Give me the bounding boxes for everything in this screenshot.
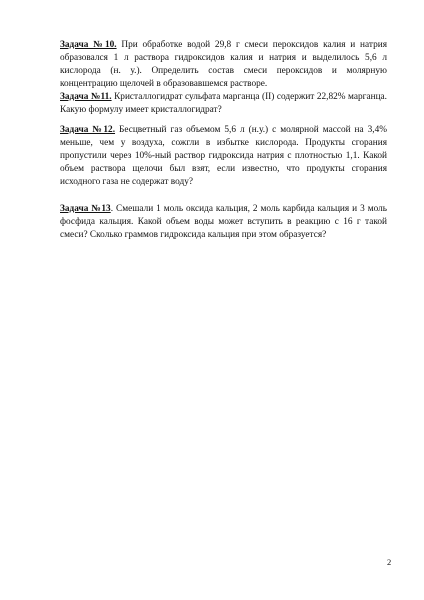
page-number: 2 [387, 557, 392, 567]
problem-12-label: Задача №12. [60, 125, 116, 135]
problem-10 [60, 39, 387, 91]
problem-11-label: Задача №11. [60, 92, 112, 102]
problem-11 [60, 91, 387, 117]
problem-11-text: Кристаллогидрат сульфата марганца (II) содержит 22,82% марганца. Какую формулу имеет кристаллогидрат? [60, 92, 387, 115]
problem-13-label: Задача №13 [60, 204, 111, 214]
problem-12-text: Бесцветный газ объемом 5,6 л (н.у.) с молярной массой на 3,4% меньше, чем у воздуха, сожгли в избытке кислорода. Продукты сгорания пропустили через 10%-ный раствор гидроксида натрия с плотностью 1,1. Какой объем раствора щелочи был взят, если известно, что продукты сгорания исходного газа не содержат воду? [60, 125, 387, 187]
problem-13 [60, 203, 387, 242]
problem-12 [60, 124, 387, 189]
problem-10-text: При обработке водой 29,8 г смеси пероксидов калия и натрия образовался 1 л раствора гидроксидов калия и натрия и выделилось 5,6 л кислорода (н. у.). Определить состав смеси пероксидов и молярную концентрацию щелочей в образовавшемся растворе. [60, 40, 387, 89]
problem-10-label: Задача №10. [60, 40, 117, 50]
problem-13-text: . Смешали 1 моль оксида кальция, 2 моль карбида кальция и 3 моль фосфида кальция. Какой объем воды может вступить в реакцию с 16 г такой смеси? Сколько граммов гидроксида кальция при этом образуется? [60, 204, 387, 240]
